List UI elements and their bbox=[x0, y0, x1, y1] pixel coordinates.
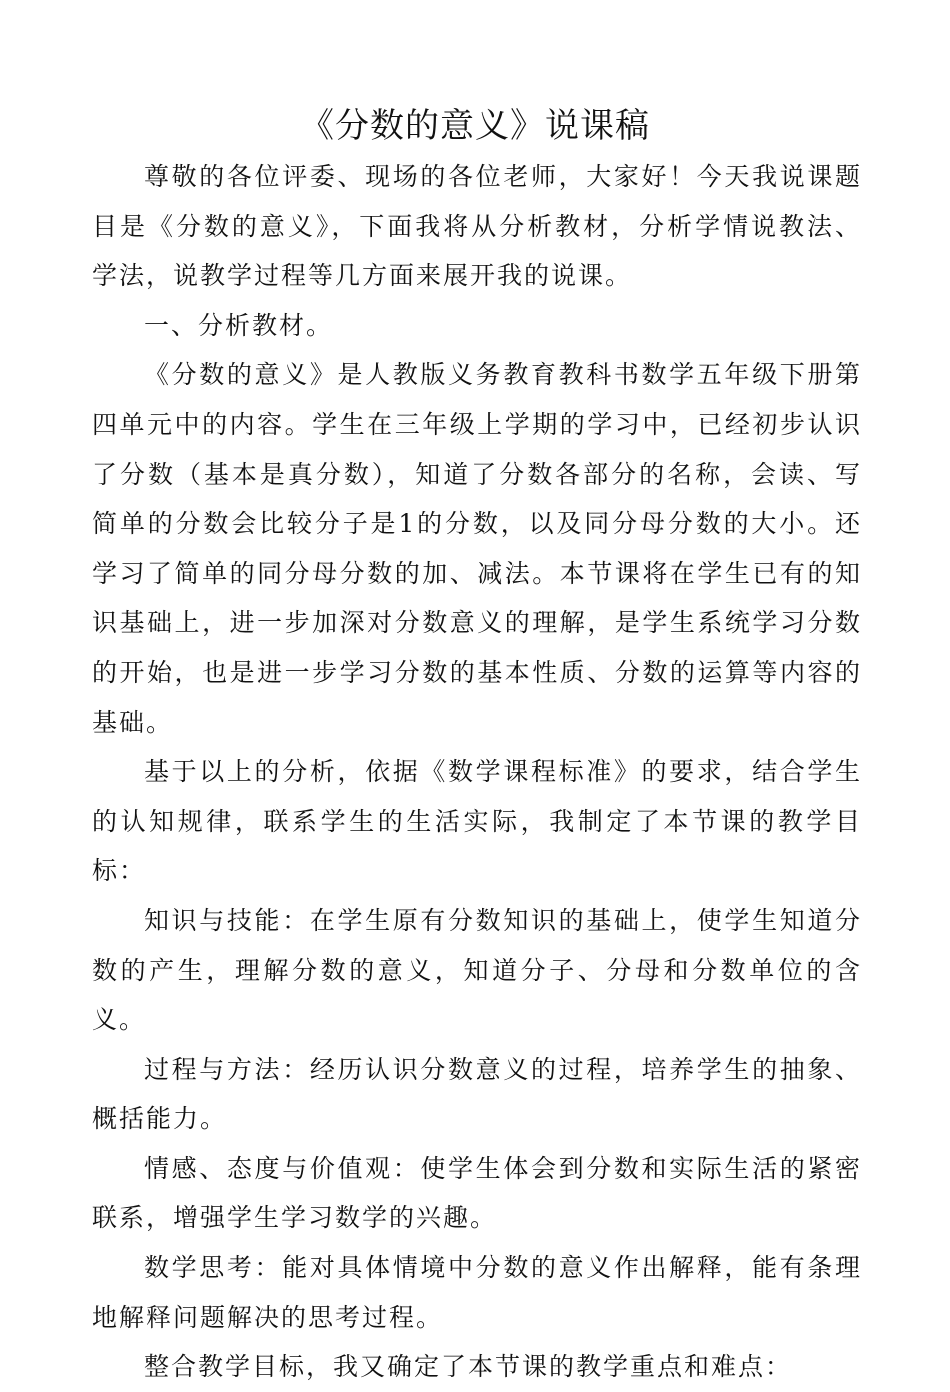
paragraph-objectives-intro: 基于以上的分析，依据《数学课程标准》的要求，结合学生的认知规律，联系学生的生活实际，我制定了本节课的教学目标： bbox=[92, 757, 862, 886]
document-title: 《分数的意义》说课稿 bbox=[300, 106, 650, 146]
paragraph-emotion-attitude: 情感、态度与价值观：使学生体会到分数和实际生活的紧密联系，增强学生学习数学的兴趣。 bbox=[92, 1153, 862, 1233]
paragraph-process-method: 过程与方法：经历认识分数意义的过程，培养学生的抽象、概括能力。 bbox=[92, 1054, 862, 1134]
paragraph-textbook-analysis: 《分数的意义》是人教版义务教育教科书数学五年级下册第四单元中的内容。学生在三年级上学期的学习中，已经初步认识了分数（基本是真分数），知道了分数各部分的名称，会读、写简单的分数会比较分子是1的分数，以及同分母分数的大小。还学习了简单的同分母分数的加、减法。本节课将在学生已有的知识基础上，进一步加深对分数意义的理解，是学生系统学习分数的开始，也是进一步学习分数的基本性质、分数的运算等内容的基础。 bbox=[92, 360, 862, 737]
paragraph-math-thinking: 数学思考：能对具体情境中分数的意义作出解释，能有条理地解释问题解决的思考过程。 bbox=[92, 1253, 862, 1332]
section-heading-analysis: 一、分析教材。 bbox=[144, 310, 334, 340]
paragraph-key-points: 整合教学目标，我又确定了本节课的教学重点和难点： bbox=[144, 1352, 793, 1382]
paragraph-greeting: 尊敬的各位评委、现场的各位老师，大家好！今天我说课题目是《分数的意义》，下面我将从分析教材，分析学情说教法、学法，说教学过程等几方面来展开我的说课。 bbox=[92, 162, 862, 291]
paragraph-knowledge-skills: 知识与技能：在学生原有分数知识的基础上，使学生知道分数的产生，理解分数的意义，知道分子、分母和分数单位的含义。 bbox=[92, 905, 862, 1035]
document-body bbox=[92, 152, 862, 1392]
